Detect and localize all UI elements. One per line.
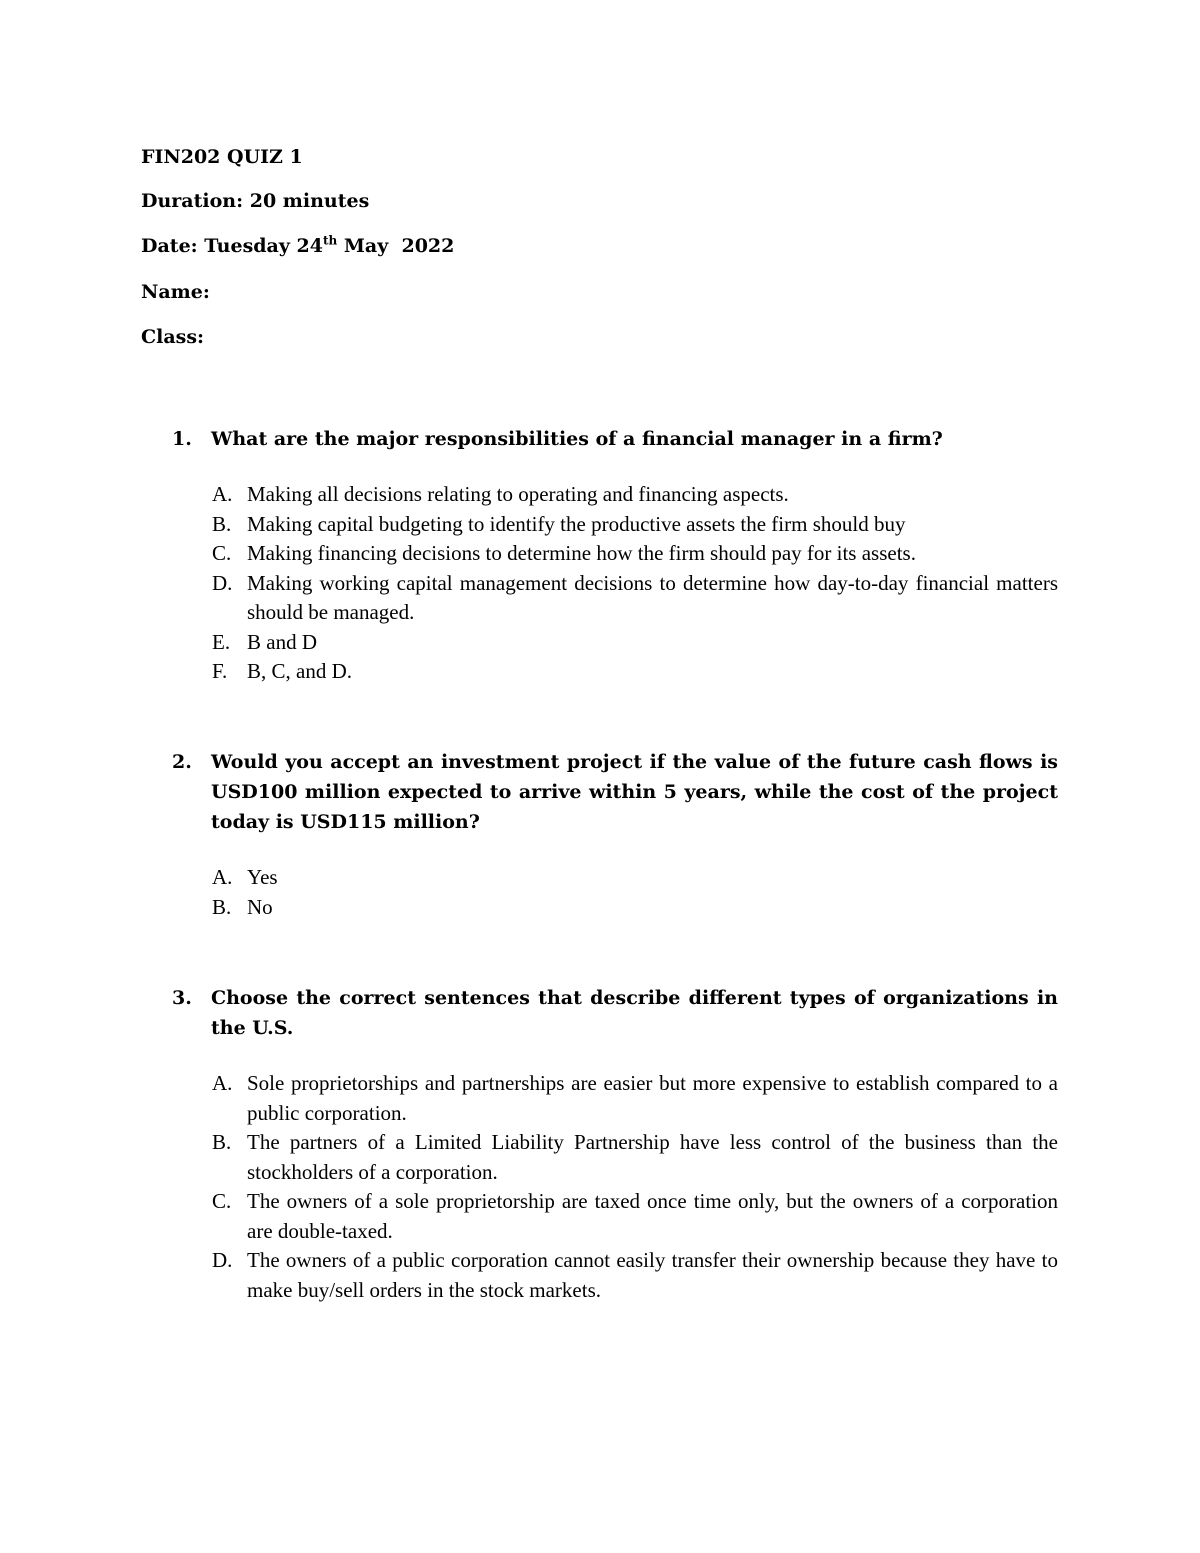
option-letter: D.	[212, 570, 233, 595]
question-2-options	[172, 863, 1058, 922]
option-b[interactable]	[172, 1128, 1058, 1187]
question-text: Would you accept an investment project if the value of the future cash flows is USD100 million expected to arrive within 5 years, while the cost of the project today is USD115 million?	[211, 751, 1058, 833]
option-text: The owners of a sole proprietorship are taxed once time only, but the owners of a corporation are double-taxed.	[247, 1189, 1058, 1243]
option-text: Making capital budgeting to identify the productive assets the firm should buy	[247, 511, 906, 536]
option-text: No	[247, 894, 273, 919]
option-text: The partners of a Limited Liability Partnership have less control of the business than the stockholders of a corporation.	[247, 1130, 1058, 1184]
question-1-stem	[172, 424, 1058, 454]
question-number: 2.	[172, 751, 192, 773]
option-text: Sole proprietorships and partnerships are easier but more expensive to establish compared to a public corporation.	[247, 1071, 1058, 1125]
option-letter: F.	[212, 659, 228, 683]
date-suffix: May 2022	[337, 235, 455, 257]
name-label: Name:	[141, 281, 210, 303]
date-superscript: th	[322, 233, 338, 248]
option-text: Making financing decisions to determine how the firm should pay for its assets.	[247, 541, 916, 565]
option-d[interactable]	[172, 1246, 1058, 1305]
option-e[interactable]	[172, 628, 1058, 658]
question-number: 1.	[172, 428, 192, 450]
question-2	[172, 747, 1058, 922]
option-letter: C.	[212, 1189, 232, 1213]
date-line	[141, 234, 454, 258]
question-1	[172, 424, 1058, 687]
option-b[interactable]	[172, 510, 1058, 540]
question-3-options	[172, 1069, 1058, 1305]
option-c[interactable]	[172, 539, 1058, 569]
option-letter: E.	[212, 629, 231, 654]
option-text: B and D	[247, 629, 317, 654]
class-label: Class:	[141, 326, 205, 348]
question-2-stem	[172, 747, 1058, 837]
option-letter: A.	[212, 865, 233, 889]
option-text: Making all decisions relating to operating and financing aspects.	[247, 482, 789, 506]
option-letter: B.	[212, 511, 232, 536]
duration-line: Duration: 20 minutes	[141, 190, 370, 212]
quiz-title: FIN202 QUIZ 1	[141, 146, 303, 168]
option-letter: A.	[212, 482, 233, 506]
question-3	[172, 983, 1058, 1305]
option-a[interactable]	[172, 863, 1058, 893]
option-f[interactable]	[172, 657, 1058, 687]
option-letter: B.	[212, 894, 232, 919]
option-text: The owners of a public corporation cannot easily transfer their ownership because they have to make buy/sell orders in the stock markets.	[247, 1248, 1058, 1302]
question-text: Choose the correct sentences that describe different types of organizations in the U.S.	[211, 987, 1058, 1039]
option-text: Making working capital management decisions to determine how day-to-day financial matters should be managed.	[247, 570, 1058, 624]
option-text: Yes	[247, 865, 278, 889]
option-a[interactable]	[172, 1069, 1058, 1128]
question-3-stem	[172, 983, 1058, 1043]
option-c[interactable]	[172, 1187, 1058, 1246]
option-letter: D.	[212, 1248, 233, 1272]
option-letter: A.	[212, 1071, 233, 1095]
option-letter: B.	[212, 1130, 232, 1154]
option-text: B, C, and D.	[247, 659, 352, 683]
question-1-options	[172, 480, 1058, 687]
question-text: What are the major responsibilities of a financial manager in a firm?	[211, 428, 943, 450]
question-number: 3.	[172, 987, 192, 1009]
option-letter: C.	[212, 541, 232, 565]
option-d[interactable]	[172, 569, 1058, 628]
date-prefix: Date: Tuesday 24	[141, 235, 323, 257]
option-a[interactable]	[172, 480, 1058, 510]
option-b[interactable]	[172, 893, 1058, 923]
